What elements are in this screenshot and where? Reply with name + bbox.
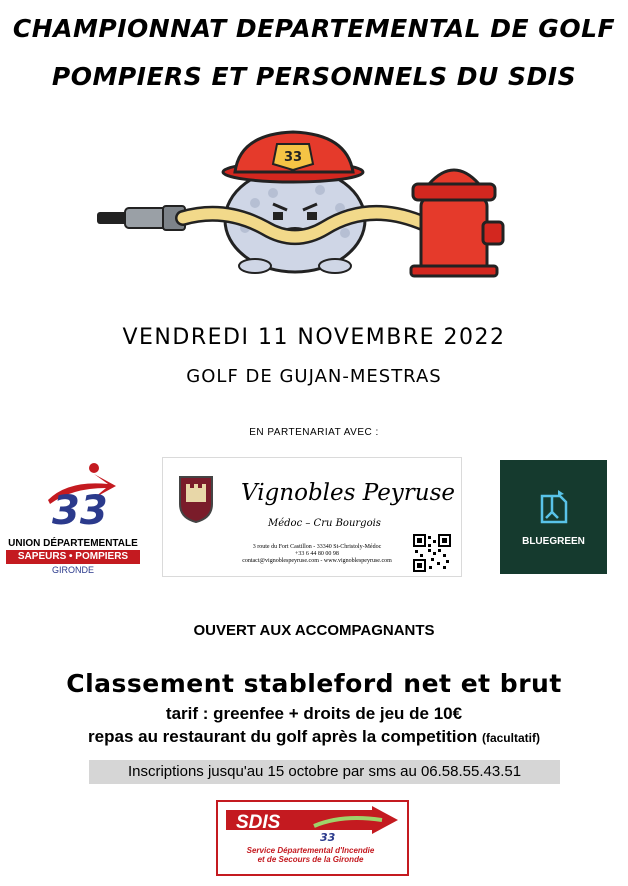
sdis-line-2: et de Secours de la Gironde (257, 855, 364, 864)
repas-line (0, 727, 628, 747)
partner-label: EN PARTENARIAT AVEC : (249, 427, 379, 438)
union-line-1: UNION DÉPARTEMENTALE (8, 538, 138, 549)
classement-heading: Classement stableford net et brut (66, 669, 562, 698)
union-line-3: GIRONDE (51, 565, 94, 575)
hose-nozzle-icon (97, 206, 185, 230)
bluegreen-logo (500, 460, 607, 574)
union-number: 33 (52, 488, 108, 532)
vignobles-contact: contact@vignoblespeyruse.com - www.vignoblespeyruse.com (242, 558, 392, 564)
sdis-subtitle (218, 846, 403, 864)
sdis-line-1: Service Départemental d'Incendie (246, 846, 375, 855)
vignobles-subtitle: Médoc – Cru Bourgois (268, 518, 381, 529)
open-to-companions: OUVERT AUX ACCOMPAGNANTS (193, 622, 435, 639)
golf-ball-firefighter-illustration (95, 128, 515, 278)
inscriptions-banner: Inscriptions jusqu'au 15 octobre par sms au 06.58.55.43.51 (89, 760, 560, 784)
title-line-1: CHAMPIONNAT DEPARTEMENTAL DE GOLF (12, 14, 616, 43)
union-emblem-icon (38, 460, 118, 532)
union-line-2: SAPEURS • POMPIERS (6, 550, 140, 564)
fire-hydrant-icon (411, 170, 503, 276)
bluegreen-label: BLUEGREEN (522, 536, 585, 547)
event-venue: GOLF DE GUJAN-MESTRAS (186, 366, 442, 387)
vignobles-phone: +33 6 44 80 00 98 (295, 551, 339, 557)
sdis-number: 33 (320, 831, 336, 844)
repas-text: repas au restaurant du golf après la competition (88, 727, 478, 746)
repas-note: (facultatif) (481, 731, 540, 745)
qr-code-icon (413, 534, 451, 572)
helmet-number: 33 (283, 150, 303, 165)
fire-helmet-icon (223, 132, 363, 182)
vignobles-address-block (217, 544, 417, 565)
sdis-title: SDIS (236, 812, 281, 833)
vignobles-crest-icon (177, 474, 215, 524)
tarif-line: tarif : greenfee + droits de jeu de 10€ (165, 704, 463, 723)
title-line-2: POMPIERS ET PERSONNELS DU SDIS (51, 62, 577, 91)
vignobles-name: Vignobles Peyruse (241, 480, 456, 506)
event-date: VENDREDI 11 NOVEMBRE 2022 (122, 325, 506, 350)
vignobles-address: 3 route du Fort Castillon - 33340 St-Christoly-Médoc (252, 544, 382, 550)
bluegreen-icon (538, 488, 570, 528)
vignobles-peyruse-card (162, 457, 462, 577)
union-departementale-logo (0, 458, 145, 578)
sdis-logo (216, 800, 409, 876)
